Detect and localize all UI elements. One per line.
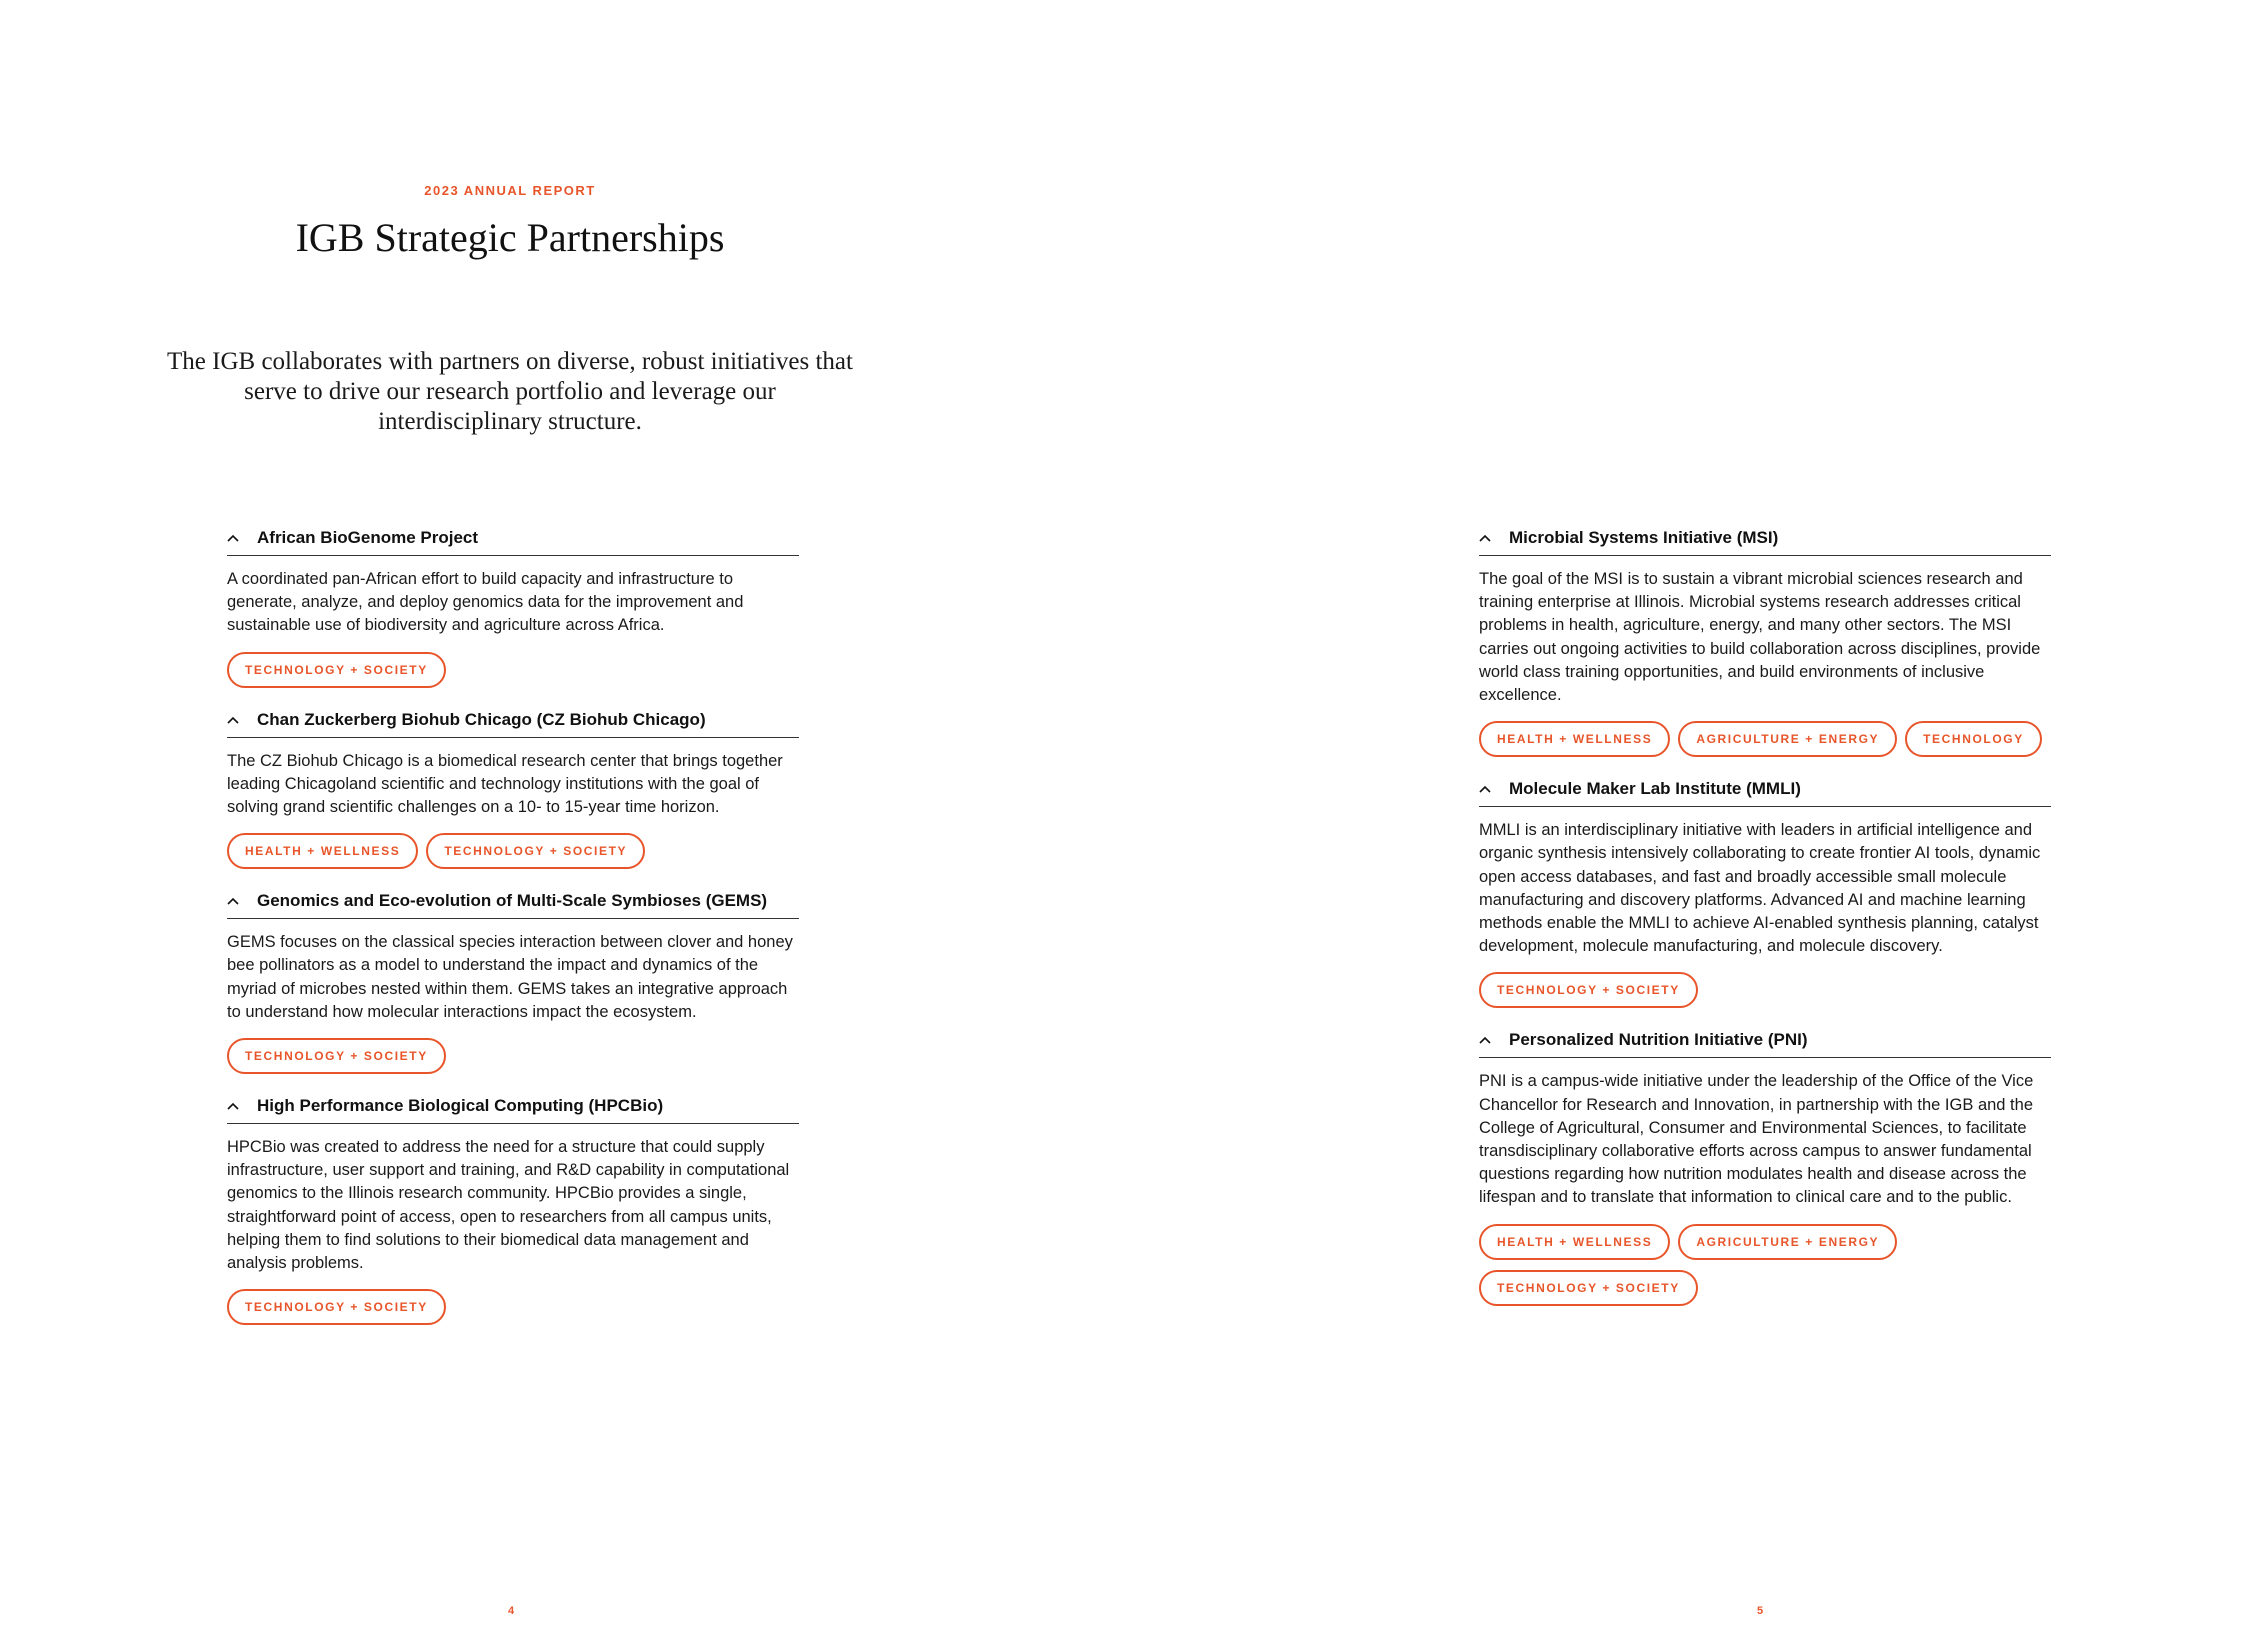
- entry-title: African BioGenome Project: [257, 528, 479, 547]
- entry-header[interactable]: [227, 891, 799, 919]
- tag-technology-society[interactable]: TECHNOLOGY + SOCIETY: [227, 1038, 446, 1074]
- chevron-up-icon[interactable]: [1479, 1036, 1509, 1044]
- entry-header[interactable]: [227, 1096, 799, 1124]
- partnership-entry: [1479, 779, 2051, 1008]
- chevron-up-icon[interactable]: [227, 716, 257, 724]
- entry-header[interactable]: [1479, 1030, 2051, 1058]
- tag-list: [1479, 1224, 2051, 1306]
- tag-list: [227, 652, 799, 688]
- entry-description: MMLI is an interdisciplinary initiative with leaders in artificial intelligence and organic synthesis intensively collaborating to create frontier AI tools, dynamic open access databases, and fast and broadly accessible small molecule manufacturing and discovery platforms. Advanced AI and machine learning methods enable the MMLI to achieve AI-enabled synthesis planning, catalyst development, molecule manufacturing, and molecule discovery.: [1479, 821, 2041, 956]
- tag-list: [1479, 972, 2051, 1008]
- tag-agriculture-energy[interactable]: AGRICULTURE + ENERGY: [1678, 721, 1897, 757]
- tag-list: [227, 1038, 799, 1074]
- entry-description: PNI is a campus-wide initiative under the leadership of the Office of the Vice Chancellor for Research and Innovation, in partnership with the IGB and the College of Agricultural, Consumer and Environmental Sciences, to facilitate transdisciplinary collaborative efforts across campus to answer fundamental questions regarding how nutrition modulates health and disease across the lifespan and to translate that information to clinical care and to the public.: [1479, 1072, 2034, 1207]
- entry-description: The goal of the MSI is to sustain a vibrant microbial sciences research and training enterprise at Illinois. Microbial systems research addresses critical problems in health, agriculture, energy, and many other sectors. The MSI carries out ongoing activities to build collaboration across disciplines, provide world class training opportunities, and build environments of inclusive excellence.: [1479, 570, 2041, 705]
- chevron-up-icon[interactable]: [227, 897, 257, 905]
- tag-technology-society[interactable]: TECHNOLOGY + SOCIETY: [1479, 972, 1698, 1008]
- partnership-entry: [227, 528, 799, 688]
- chevron-up-icon[interactable]: [1479, 785, 1509, 793]
- left-entries-column: [227, 528, 799, 1347]
- tag-technology-society[interactable]: TECHNOLOGY + SOCIETY: [227, 652, 446, 688]
- partnership-entry: [227, 891, 799, 1074]
- partnership-entry: [1479, 1030, 2051, 1305]
- entry-description: The CZ Biohub Chicago is a biomedical research center that brings together leading Chicagoland scientific and technology institutions with the goal of solving grand scientific challenges on a 10- to 15-year time horizon.: [227, 751, 783, 817]
- entry-title: Personalized Nutrition Initiative (PNI): [1509, 1030, 1808, 1050]
- tag-technology-society[interactable]: TECHNOLOGY + SOCIETY: [1479, 1270, 1698, 1306]
- page-title: IGB Strategic Partnerships: [295, 215, 725, 260]
- tag-list: [227, 1289, 799, 1325]
- entry-title: Genomics and Eco-evolution of Multi-Scale Symbioses (GEMS): [257, 891, 768, 911]
- page-number-left: 4: [508, 1605, 515, 1617]
- tag-health-wellness[interactable]: HEALTH + WELLNESS: [1479, 1224, 1670, 1260]
- chevron-up-icon[interactable]: [1479, 534, 1509, 542]
- intro-text: The IGB collaborates with partners on diverse, robust initiatives that serve to drive our research portfolio and leverage our interdisciplinary structure.: [167, 348, 853, 435]
- entry-title: Molecule Maker Lab Institute (MMLI): [1509, 779, 1801, 799]
- entry-title: Microbial Systems Initiative (MSI): [1509, 528, 1779, 547]
- tag-health-wellness[interactable]: HEALTH + WELLNESS: [227, 833, 418, 869]
- partnership-entry: [227, 1096, 799, 1325]
- page-number-right: 5: [1757, 1605, 1764, 1617]
- tag-agriculture-energy[interactable]: AGRICULTURE + ENERGY: [1678, 1224, 1897, 1260]
- entry-header[interactable]: [1479, 779, 2051, 807]
- entry-description: GEMS focuses on the classical species interaction between clover and honey bee pollinators as a model to understand the impact and dynamics of the myriad of microbes nested within them. GEMS takes an integrative approach to understand how molecular interactions impact the ecosystem.: [227, 933, 793, 1021]
- tag-health-wellness[interactable]: HEALTH + WELLNESS: [1479, 721, 1670, 757]
- entry-header[interactable]: [227, 528, 799, 556]
- entry-header[interactable]: [227, 710, 799, 738]
- tag-technology-society[interactable]: TECHNOLOGY + SOCIETY: [426, 833, 645, 869]
- entry-title: High Performance Biological Computing (HPCBio): [257, 1096, 664, 1116]
- entry-header[interactable]: [1479, 528, 2051, 556]
- entry-title: Chan Zuckerberg Biohub Chicago (CZ Biohub Chicago): [257, 709, 706, 729]
- chevron-up-icon[interactable]: [227, 534, 257, 542]
- report-label: 2023 ANNUAL REPORT: [424, 183, 596, 198]
- tag-list: [1479, 721, 2051, 757]
- right-page: [1125, 0, 2250, 1650]
- chevron-up-icon[interactable]: [227, 1102, 257, 1110]
- partnership-entry: [227, 710, 799, 870]
- right-entries-column: [1479, 528, 2051, 1328]
- tag-technology-society[interactable]: TECHNOLOGY + SOCIETY: [227, 1289, 446, 1325]
- tag-list: [227, 833, 799, 869]
- partnership-entry: [1479, 528, 2051, 757]
- entry-description: A coordinated pan-African effort to build capacity and infrastructure to generate, analyze, and deploy genomics data for the improvement and sustainable use of biodiversity and agriculture across Africa.: [227, 570, 744, 635]
- tag-technology[interactable]: TECHNOLOGY: [1905, 721, 2042, 757]
- entry-description: HPCBio was created to address the need for a structure that could supply infrastructure, user support and training, and R&D capability in computational genomics to the Illinois research community. HPCBio provides a single, straightforward point of access, open to researchers from all campus units, helping them to find solutions to their biomedical data management and analysis problems.: [227, 1138, 790, 1273]
